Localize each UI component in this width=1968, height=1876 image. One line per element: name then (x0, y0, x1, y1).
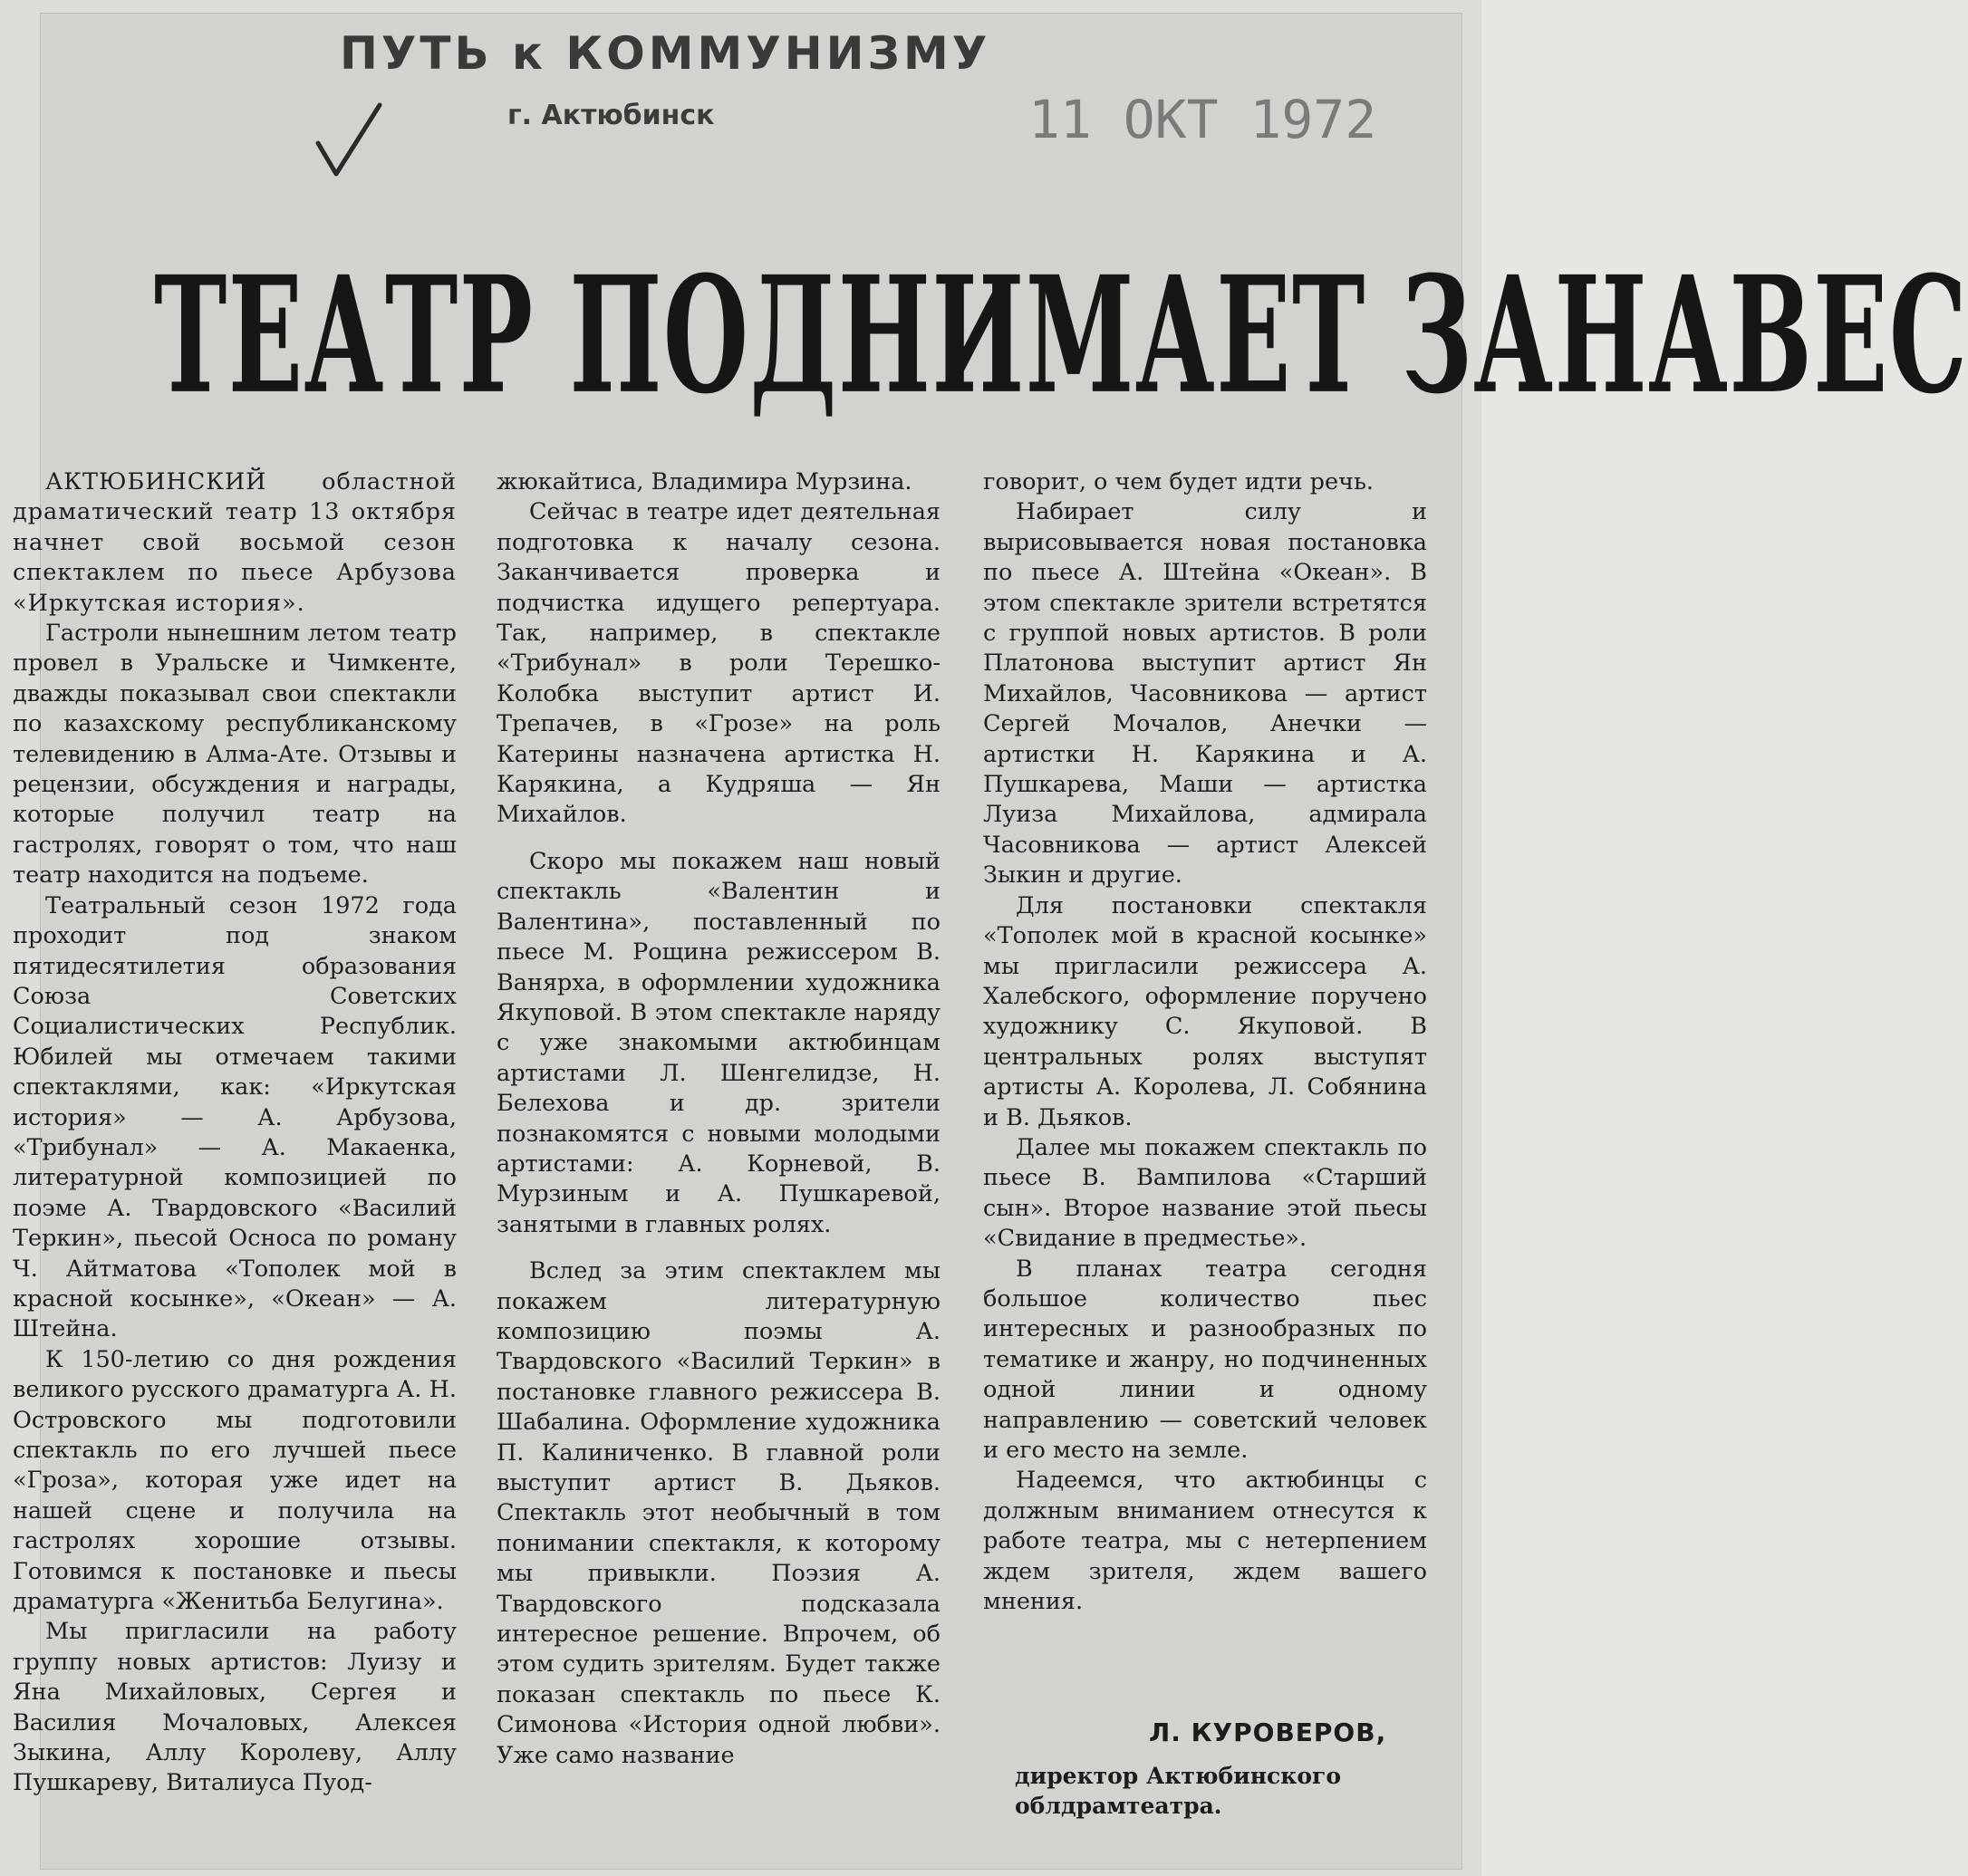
paragraph: АКТЮБИНСКИЙ областной драматический театр 13 октября начнет свой восьмой сезон спектаклем по пьесе Арбузова «Иркутская история». (13, 468, 457, 617)
article-column-1 (13, 467, 457, 1799)
paragraph: К 150-летию со дня рождения великого русского драматурга А. Н. Островского мы подготовили спектакль по его лучшей пьесе «Гроза», которая уже идет на нашей сцене и получила на гастролях хорошие отзывы. Готовимся к постановке и пьесы драматурга «Женитьба Белугина». (13, 1345, 457, 1616)
paragraph: Далее мы покажем спектакль по пьесе В. Вампилова «Старший сын». Второе название этой пьесы «Свидание в предместье». (983, 1133, 1427, 1253)
paragraph: Набирает силу и вырисовывается новая постановка по пьесе А. Штейна «Океан». В этом спектакле зрители встретятся с группой новых артистов. В роли Платонова выступит артист Ян Михайлов, Часовникова — артист Сергей Мочалов, Анечки — артистки Н. Карякина и А. Пушкарева, Маши — артистка Луиза Михайлова, адмирала Часовникова — артист Алексей Зыкин и другие. (983, 498, 1427, 890)
author-title: директор Актюбинского облдрамтеатра. (1015, 1763, 1341, 1819)
paragraph: Гастроли нынешним летом театр провел в Уральске и Чимкенте, дважды показывал свои спектакли по казахскому республиканскому телевидению в Алма-Ате. Отзывы и рецензии, обсуждения и награды, которые получил театр на гастролях, говорят о том, что наш театр находится на подъеме. (13, 620, 457, 890)
date-stamp: 11 ОКТ 1972 (1028, 89, 1377, 150)
paragraph: Сейчас в театре идет деятельная подготовка к началу сезона. Заканчивается проверка и подчистка идущего репертуара. Так, например, в спектакле «Трибунал» в роли Терешко-Колобка выступит артист И. Трепачев, в «Грозе» на роль Катерины назначена артистка Н. Карякина, а Кудряша — Ян Михайлов. (497, 498, 941, 829)
paragraph: Мы пригласили на работу группу новых артистов: Луизу и Яна Михайловых, Сергея и Василия Мочаловых, Алексея Зыкина, Аллу Королеву, Аллу Пушкареву, Виталиуса Пуод- (13, 1618, 457, 1797)
paragraph: Вслед за этим спектаклем мы покажем литературную композицию поэмы А. Твардовского «Василий Теркин» в постановке главного режиссера В. Шабалина. Оформление художника П. Калиниченко. В главной роли выступит артист В. Дьяков. Спектакль этот необычный в том понимании спектакля, к которому мы привыкли. Поэзия А. Твардовского подсказала интересное решение. Впрочем, об этом судить зрителям. Будет также показан спектакль по пьесе К. Симонова «История одной любви». Уже само название (497, 1257, 941, 1769)
paragraph: В планах театра сегодня большое количество пьес интересных и разнообразных по тематике и жанру, но подчиненных одной линии и одному направлению — советский человек и его место на земле. (983, 1255, 1427, 1464)
newspaper-masthead: ПУТЬ к КОММУНИЗМУ (340, 27, 991, 80)
paragraph: жюкайтиса, Владимира Мурзина. (497, 468, 912, 495)
paragraph: Скоро мы покажем наш новый спектакль «Валентин и Валентина», поставленный по пьесе М. Рощина режиссером В. Ванярха, в оформлении художника Якуповой. В этом спектакле наряду с уже знакомыми актюбинцам артистами Л. Шенгелидзе, Н. Белеховa и др. зрители познакомятся с новыми молодыми артистами: А. Корневой, В. Мурзиным и А. Пушкаревой, занятыми в главных ролях. (497, 847, 941, 1238)
article-column-2 (497, 467, 941, 1771)
paragraph: Для постановки спектакля «Тополек мой в красной косынке» мы пригласили режиссера А. Халебского, оформление поручено художнику С. Якуповой. В центральных ролях выступят артисты А. Королева, Л. Собянина и В. Дьяков. (983, 891, 1427, 1131)
city-line: г. Актюбинск (507, 100, 715, 131)
paragraph: Театральный сезон 1972 года проходит под знаком пятидесятилетия образования Союза Советских Социалистических Республик. Юбилей мы отмечаем такими спектаклями, как: «Иркутская история» — А. Арбузова, «Трибунал» — А. Макаенка, литературной композицией по поэме А. Твардовского «Василий Теркин», пьесой Осноса по роману Ч. Айтматова «Тополек мой в красной косынке», «Океан» — А. Штейна. (13, 891, 457, 1343)
article-column-3 (983, 467, 1427, 1617)
article-headline: ТЕАТР ПОДНИМАЕТ ЗАНАВЕС (154, 241, 1968, 430)
paragraph: говорит, о чем будет идти речь. (983, 468, 1374, 495)
handwritten-checkmark-icon (313, 100, 385, 181)
author-signature: Л. КУРОВЕРОВ, (1149, 1717, 1387, 1747)
paragraph: Надеемся, что актюбинцы с должным вниманием отнесутся к работе театра, мы с нетерпением ждем зрителя, ждем вашего мнения. (983, 1467, 1427, 1616)
